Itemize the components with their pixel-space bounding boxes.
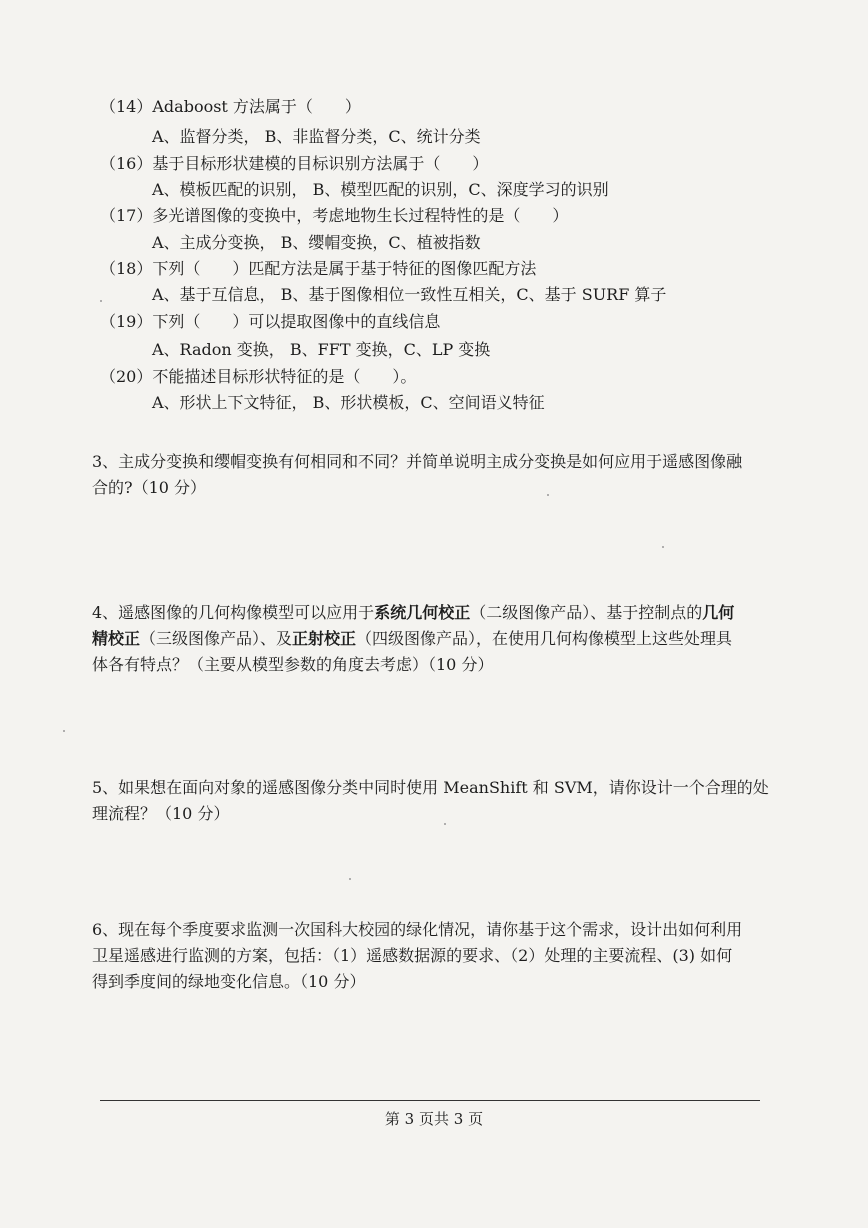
scan-speck: [444, 823, 446, 825]
question-3-line-2: 合的?（10 分）: [92, 478, 207, 497]
question-5-line-1: 5、如果想在面向对象的遥感图像分类中同时使用 MeanShift 和 SVM，请你设计一个合理的处: [92, 778, 769, 797]
question-6-line-1: 6、现在每个季度要求监测一次国科大校园的绿化情况，请你基于这个需求，设计出如何利用: [92, 920, 743, 939]
question-14-options: A、监督分类， B、非监督分类，C、统计分类: [152, 127, 481, 146]
scan-speck: [349, 878, 351, 880]
question-4-bold-term: 精校正: [92, 629, 141, 648]
question-16-options: A、模板匹配的识别， B、模型匹配的识别，C、深度学习的识别: [152, 180, 609, 199]
question-6-line-2: 卫星遥感进行监测的方案，包括：（1）遥感数据源的要求、（2）处理的主要流程、(3) 如何: [92, 946, 733, 965]
question-6-line-3: 得到季度间的绿地变化信息。（10 分）: [92, 972, 366, 991]
question-3-line-1: 3、主成分变换和缨帽变换有何相同和不同？并简单说明主成分变换是如何应用于遥感图像融: [92, 452, 743, 471]
question-17-options: A、主成分变换， B、缨帽变换，C、植被指数: [152, 233, 481, 252]
question-4: [92, 600, 782, 678]
question-4-text: 4、遥感图像的几何构像模型可以应用于: [92, 603, 375, 622]
question-4-bold-term: 系统几何校正: [374, 603, 471, 622]
question-5-line-2: 理流程？（10 分）: [92, 804, 230, 823]
page-number: 第 3 页共 3 页: [384, 1110, 484, 1128]
scan-speck: [63, 730, 65, 732]
footer-divider: [100, 1100, 760, 1101]
question-19-options: A、Radon 变换， B、FFT 变换，C、LP 变换: [152, 340, 491, 359]
question-18-stem: （18）下列（ ）匹配方法是属于基于特征的图像匹配方法: [100, 259, 537, 278]
question-19-stem: （19）下列（ ）可以提取图像中的直线信息: [100, 312, 441, 331]
question-4-bold-term: 正射校正: [292, 629, 357, 648]
question-4-text: （二级图像产品）、基于控制点的: [470, 603, 703, 622]
question-18-options: A、基于互信息， B、基于图像相位一致性互相关，C、基于 SURF 算子: [152, 285, 667, 304]
question-4-text: （四级图像产品），在使用几何构像模型上这些处理具: [356, 629, 733, 648]
question-14-stem: （14）Adaboost 方法属于（ ）: [100, 97, 361, 116]
scan-speck: [100, 300, 102, 302]
question-4-line-1: [92, 600, 782, 626]
question-6: [92, 917, 782, 995]
question-5: [92, 775, 782, 827]
question-4-text: （三级图像产品）、及: [140, 629, 293, 648]
scan-speck: [547, 494, 549, 496]
question-3: [92, 449, 782, 501]
scan-speck: [662, 546, 664, 548]
question-4-bold-term: 几何: [702, 603, 735, 622]
question-16-stem: （16）基于目标形状建模的目标识别方法属于（ ）: [100, 154, 489, 173]
question-4-line-2: [92, 626, 782, 652]
question-17-stem: （17）多光谱图像的变换中，考虑地物生长过程特性的是（ ）: [100, 206, 569, 225]
question-20-stem: （20）不能描述目标形状特征的是（ ）。: [100, 367, 417, 386]
question-4-line-3: 体各有特点？（主要从模型参数的角度去考虑）（10 分）: [92, 655, 494, 674]
question-20-options: A、形状上下文特征， B、形状模板，C、空间语义特征: [152, 393, 545, 412]
